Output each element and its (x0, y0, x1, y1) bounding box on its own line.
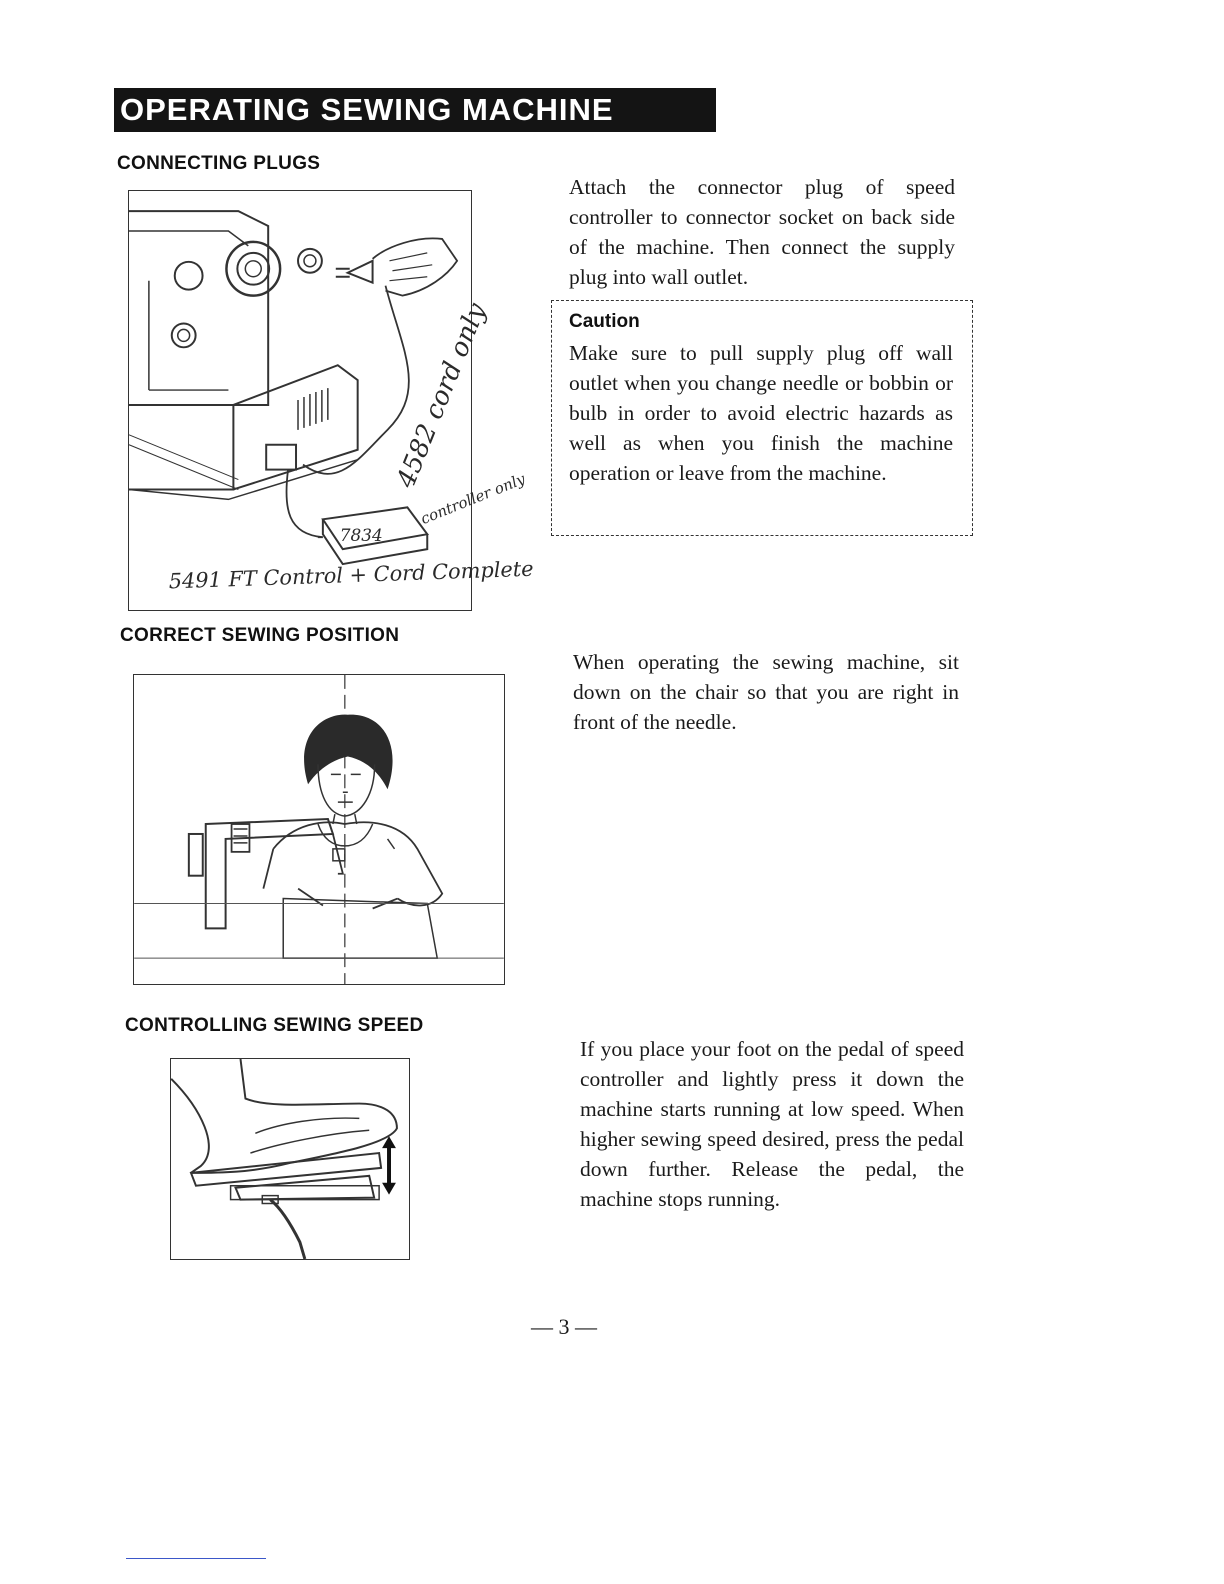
sewing-position-text: When operating the sewing machine, sit down on the chair so that you are right in front of the needle. (573, 650, 959, 734)
complete-note-annotation: 5491 FT Control + Cord Complete (168, 556, 534, 594)
connecting-plugs-figure (128, 190, 534, 611)
controller-number-annotation: 7834 (339, 525, 383, 546)
foot-on-pedal-icon (171, 1059, 409, 1259)
controller-note-annotation: controller only (418, 469, 528, 528)
woman-at-sewing-machine-icon (134, 675, 504, 984)
heading-sewing-position: CORRECT SEWING POSITION (120, 625, 400, 646)
sewing-position-figure (133, 674, 505, 985)
sewing-speed-figure (170, 1058, 410, 1260)
sewing-machine-plug-icon (129, 191, 534, 610)
connecting-plugs-text: Attach the connector plug of speed controller to connector socket on back side of the machine. Then connect the supply plug into wall outlet. (569, 175, 955, 289)
page-title: OPERATING SEWING MACHINE (114, 88, 716, 132)
heading-connecting-plugs: CONNECTING PLUGS (117, 153, 321, 174)
scan-line (126, 1558, 266, 1559)
heading-sewing-speed: CONTROLLING SEWING SPEED (125, 1015, 424, 1036)
caution-title: Caution (569, 311, 640, 332)
page-number: — 3 — (531, 1314, 597, 1339)
cord-note-annotation: 4582 cord only (391, 299, 493, 493)
caution-text: Make sure to pull supply plug off wall outlet when you change needle or bobbin or bulb in order to avoid electric hazards as well as when you finish the machine operation or leave from the machine. (569, 341, 953, 485)
sewing-speed-text: If you place your foot on the pedal of speed controller and lightly press it down the machine starts running at low speed. When higher sewing speed desired, press the pedal down further. Release the pedal, the machine stops running. (580, 1037, 964, 1211)
